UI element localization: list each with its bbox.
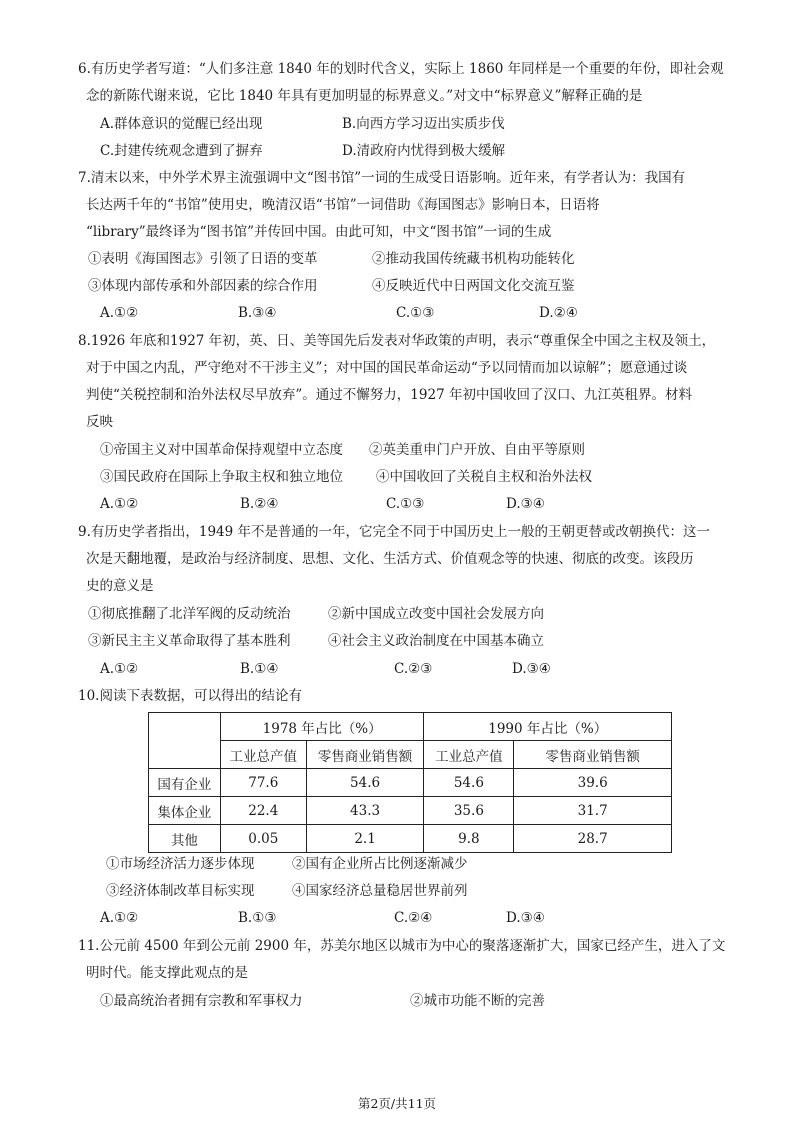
q10-data-table: [148, 712, 672, 853]
q11-item-1: ①最高统治者拥有宗教和军事权力: [100, 993, 303, 1009]
q9-stem-line-1: 9.有历史学者指出，1949 年不是普通的一年，它完全不同于中国历史上一般的王朝更替或改朝换代：这一: [78, 524, 711, 540]
q6-stem-line-2: 念的新陈代谢来说，它比 1840 年具有更加明显的标界意义。”对文中“标界意义”解释正确的是: [86, 88, 643, 104]
table-subheader-row: [149, 741, 672, 769]
table-sub-header: 工业总产值: [424, 741, 514, 769]
q10-item-4: ④国家经济总量稳居世界前列: [292, 883, 468, 899]
table-cell: 35.6: [424, 797, 514, 825]
table-cell: 22.4: [220, 797, 306, 825]
q7-item-3: ③体现内部传承和外部因素的综合作用: [88, 278, 318, 294]
q8-item-2: ②英美重申门户开放、自由平等原则: [369, 442, 585, 458]
q8-option-b: B.②④: [240, 496, 279, 512]
q10-option-a: A.①②: [100, 910, 139, 926]
table-row-label: 其他: [149, 825, 221, 853]
q6-option-b: B.向西方学习迈出实质步伐: [342, 116, 505, 132]
q7-item-4: ④反映近代中日两国文化交流互鉴: [372, 278, 575, 294]
table-cell: 28.7: [514, 825, 672, 853]
page-number: 第2页/共11页: [357, 1096, 437, 1111]
table-cell: 54.6: [306, 769, 424, 797]
table-cell: 9.8: [424, 825, 514, 853]
q7-option-c: C.①③: [396, 305, 435, 321]
q9-option-a: A.①②: [100, 661, 139, 677]
table-cell: 54.6: [424, 769, 514, 797]
q10-stem: 10.阅读下表数据，可以得出的结论有: [78, 688, 302, 704]
q9-stem-line-3: 史的意义是: [86, 578, 154, 594]
table-sub-header: 工业总产值: [220, 741, 306, 769]
q9-option-c: C.②③: [394, 661, 433, 677]
table-header-row: [149, 713, 672, 741]
q9-item-1: ①彻底推翻了北洋军阀的反动统治: [88, 606, 291, 622]
table-cell: 39.6: [514, 769, 672, 797]
q8-stem-line-1: 8.1926 年底和1927 年初，英、日、美等国先后发表对华政策的声明，表示“尊重保全中国之主权及领土，: [78, 333, 716, 349]
table-row-label: 集体企业: [149, 797, 221, 825]
q6-option-a: A.群体意识的觉醒已经出现: [100, 116, 263, 132]
q10-item-2: ②国有企业所占比例逐渐减少: [292, 856, 468, 872]
table-cell: 43.3: [306, 797, 424, 825]
q8-item-3: ③国民政府在国际上争取主权和独立地位: [100, 469, 343, 485]
q8-option-c: C.①③: [386, 496, 425, 512]
q10-option-d: D.③④: [506, 910, 545, 926]
q8-item-1: ①帝国主义对中国革命保持观望中立态度: [100, 442, 343, 458]
q11-stem-line-1: 11.公元前 4500 年到公元前 2900 年，苏美尔地区以城市为中心的聚落逐渐扩大，国家已经产生，进入了文: [78, 938, 726, 954]
table-row: [149, 797, 672, 825]
q11-item-2: ②城市功能不断的完善: [410, 993, 545, 1009]
table-group-header: 1990 年占比（%）: [424, 713, 672, 741]
q10-option-b: B.①③: [238, 910, 277, 926]
table-row: [149, 769, 672, 797]
table-group-header: 1978 年占比（%）: [220, 713, 424, 741]
q6-option-d: D.清政府内忧得到极大缓解: [342, 143, 506, 159]
q6-option-c: C.封建传统观念遭到了摒弃: [100, 143, 263, 159]
q6-stem-line-1: 6.有历史学者写道：“人们多注意 1840 年的划时代含义，实际上 1860 年同样是一个重要的年份，即社会观: [78, 61, 724, 77]
q8-option-d: D.③④: [506, 496, 545, 512]
q7-stem-line-3: “library”最终译为“图书馆”并传回中国。由此可知，中文“图书馆”一词的生成: [86, 224, 552, 240]
table-sub-header: 零售商业销售额: [514, 741, 672, 769]
q9-item-4: ④社会主义政治制度在中国基本确立: [328, 633, 544, 649]
q8-stem-line-2: 对于中国之内乱，严守绝对不干涉主义”；对中国的国民革命运动“予以同情而加以谅解”；愿意通过谈: [86, 360, 688, 376]
q7-option-b: B.③④: [238, 305, 277, 321]
table-corner-cell: [149, 713, 221, 769]
q9-item-2: ②新中国成立改变中国社会发展方向: [328, 606, 544, 622]
table-row-label: 国有企业: [149, 769, 221, 797]
table-cell: 0.05: [220, 825, 306, 853]
q9-stem-line-2: 次是天翻地覆，是政治与经济制度、思想、文化、生活方式、价值观念等的快速、彻底的改变。该段历: [86, 551, 694, 567]
q7-item-2: ②推动我国传统藏书机构功能转化: [372, 251, 575, 267]
q7-option-a: A.①②: [100, 305, 139, 321]
table-sub-header: 零售商业销售额: [306, 741, 424, 769]
q10-item-3: ③经济体制改革目标实现: [106, 883, 255, 899]
q8-option-a: A.①②: [100, 496, 139, 512]
table-row: [149, 825, 672, 853]
q8-stem-line-4: 反映: [86, 414, 113, 430]
q7-stem-line-1: 7.清末以来，中外学术界主流强调中文“图书馆”一词的生成受日语影响。近年来，有学者认为：我国有: [78, 170, 686, 186]
q9-item-3: ③新民主主义革命取得了基本胜利: [88, 633, 291, 649]
q10-option-c: C.②④: [394, 910, 433, 926]
table-cell: 31.7: [514, 797, 672, 825]
q7-item-1: ①表明《海国图志》引领了日语的变革: [88, 251, 318, 267]
table-cell: 2.1: [306, 825, 424, 853]
q10-item-1: ①市场经济活力逐步体现: [106, 856, 255, 872]
q9-option-b: B.①④: [240, 661, 279, 677]
q7-stem-line-2: 长达两千年的“书馆”使用史，晚清汉语“书馆”一词借助《海国图志》影响日本，日语将: [86, 197, 600, 213]
table-cell: 77.6: [220, 769, 306, 797]
q8-item-4: ④中国收回了关税自主权和治外法权: [376, 469, 592, 485]
q7-option-d: D.②④: [539, 305, 578, 321]
q8-stem-line-3: 判使“关税控制和治外法权尽早放弃”。通过不懈努力，1927 年初中国收回了汉口、九江英租界。材料: [86, 387, 692, 403]
q11-stem-line-2: 明时代。能支撑此观点的是: [86, 965, 248, 981]
q9-option-d: D.③④: [512, 661, 551, 677]
